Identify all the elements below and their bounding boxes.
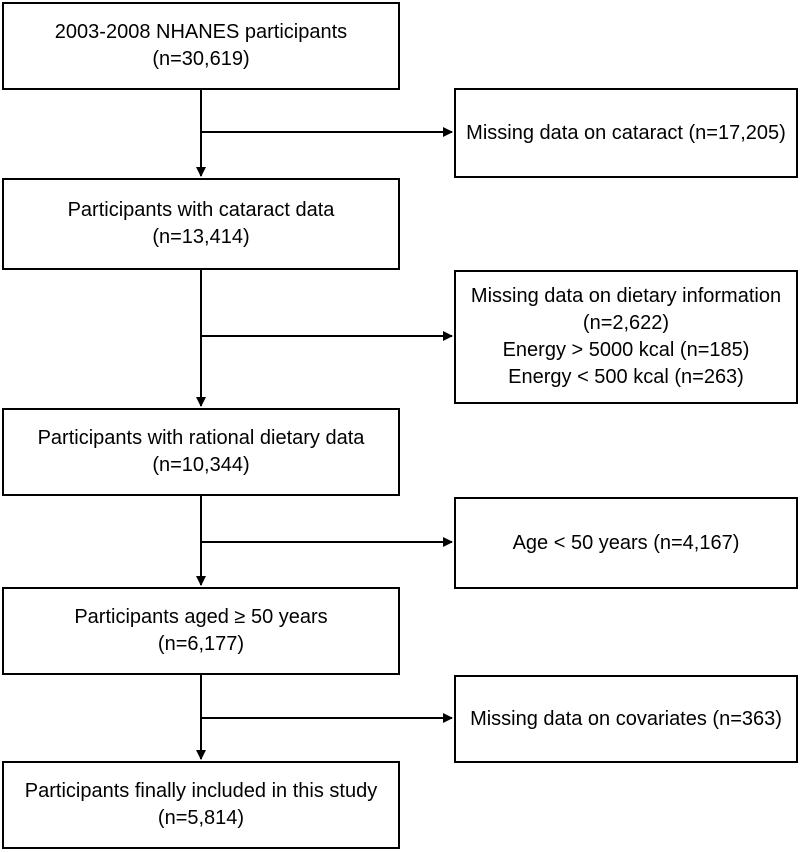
box-missing-cataract bbox=[454, 88, 798, 178]
box-line: (n=10,344) bbox=[152, 454, 250, 476]
box-line: Energy < 500 kcal (n=263) bbox=[508, 366, 744, 388]
box-rational-dietary-data bbox=[2, 408, 400, 496]
box-line: Missing data on cataract (n=17,205) bbox=[466, 121, 786, 144]
box-line: Energy > 5000 kcal (n=185) bbox=[502, 339, 750, 361]
box-cataract-data bbox=[2, 178, 400, 270]
box-line: Participants with cataract data bbox=[67, 199, 335, 221]
box-nhanes-participants bbox=[2, 2, 400, 90]
box-line: Participants with rational dietary data bbox=[37, 427, 365, 449]
box-line: Age < 50 years (n=4,167) bbox=[512, 531, 740, 554]
box-line: Missing data on covariates (n=363) bbox=[470, 707, 782, 730]
box-aged-50 bbox=[2, 587, 400, 675]
box-finally-included bbox=[2, 761, 400, 849]
box-missing-dietary bbox=[454, 270, 798, 404]
box-line: (n=5,814) bbox=[157, 807, 245, 829]
box-line: (n=13,414) bbox=[152, 226, 250, 248]
box-line: (n=30,619) bbox=[152, 48, 250, 70]
box-missing-covariates bbox=[454, 675, 798, 763]
box-line: (n=6,177) bbox=[157, 633, 245, 655]
box-line: 2003-2008 NHANES participants bbox=[54, 21, 348, 43]
box-line: Participants finally included in this study bbox=[24, 780, 378, 802]
box-line: (n=2,622) bbox=[582, 312, 670, 334]
box-age-under-50 bbox=[454, 497, 798, 589]
box-line: Missing data on dietary information bbox=[470, 285, 782, 307]
box-line: Participants aged ≥ 50 years bbox=[74, 606, 328, 628]
